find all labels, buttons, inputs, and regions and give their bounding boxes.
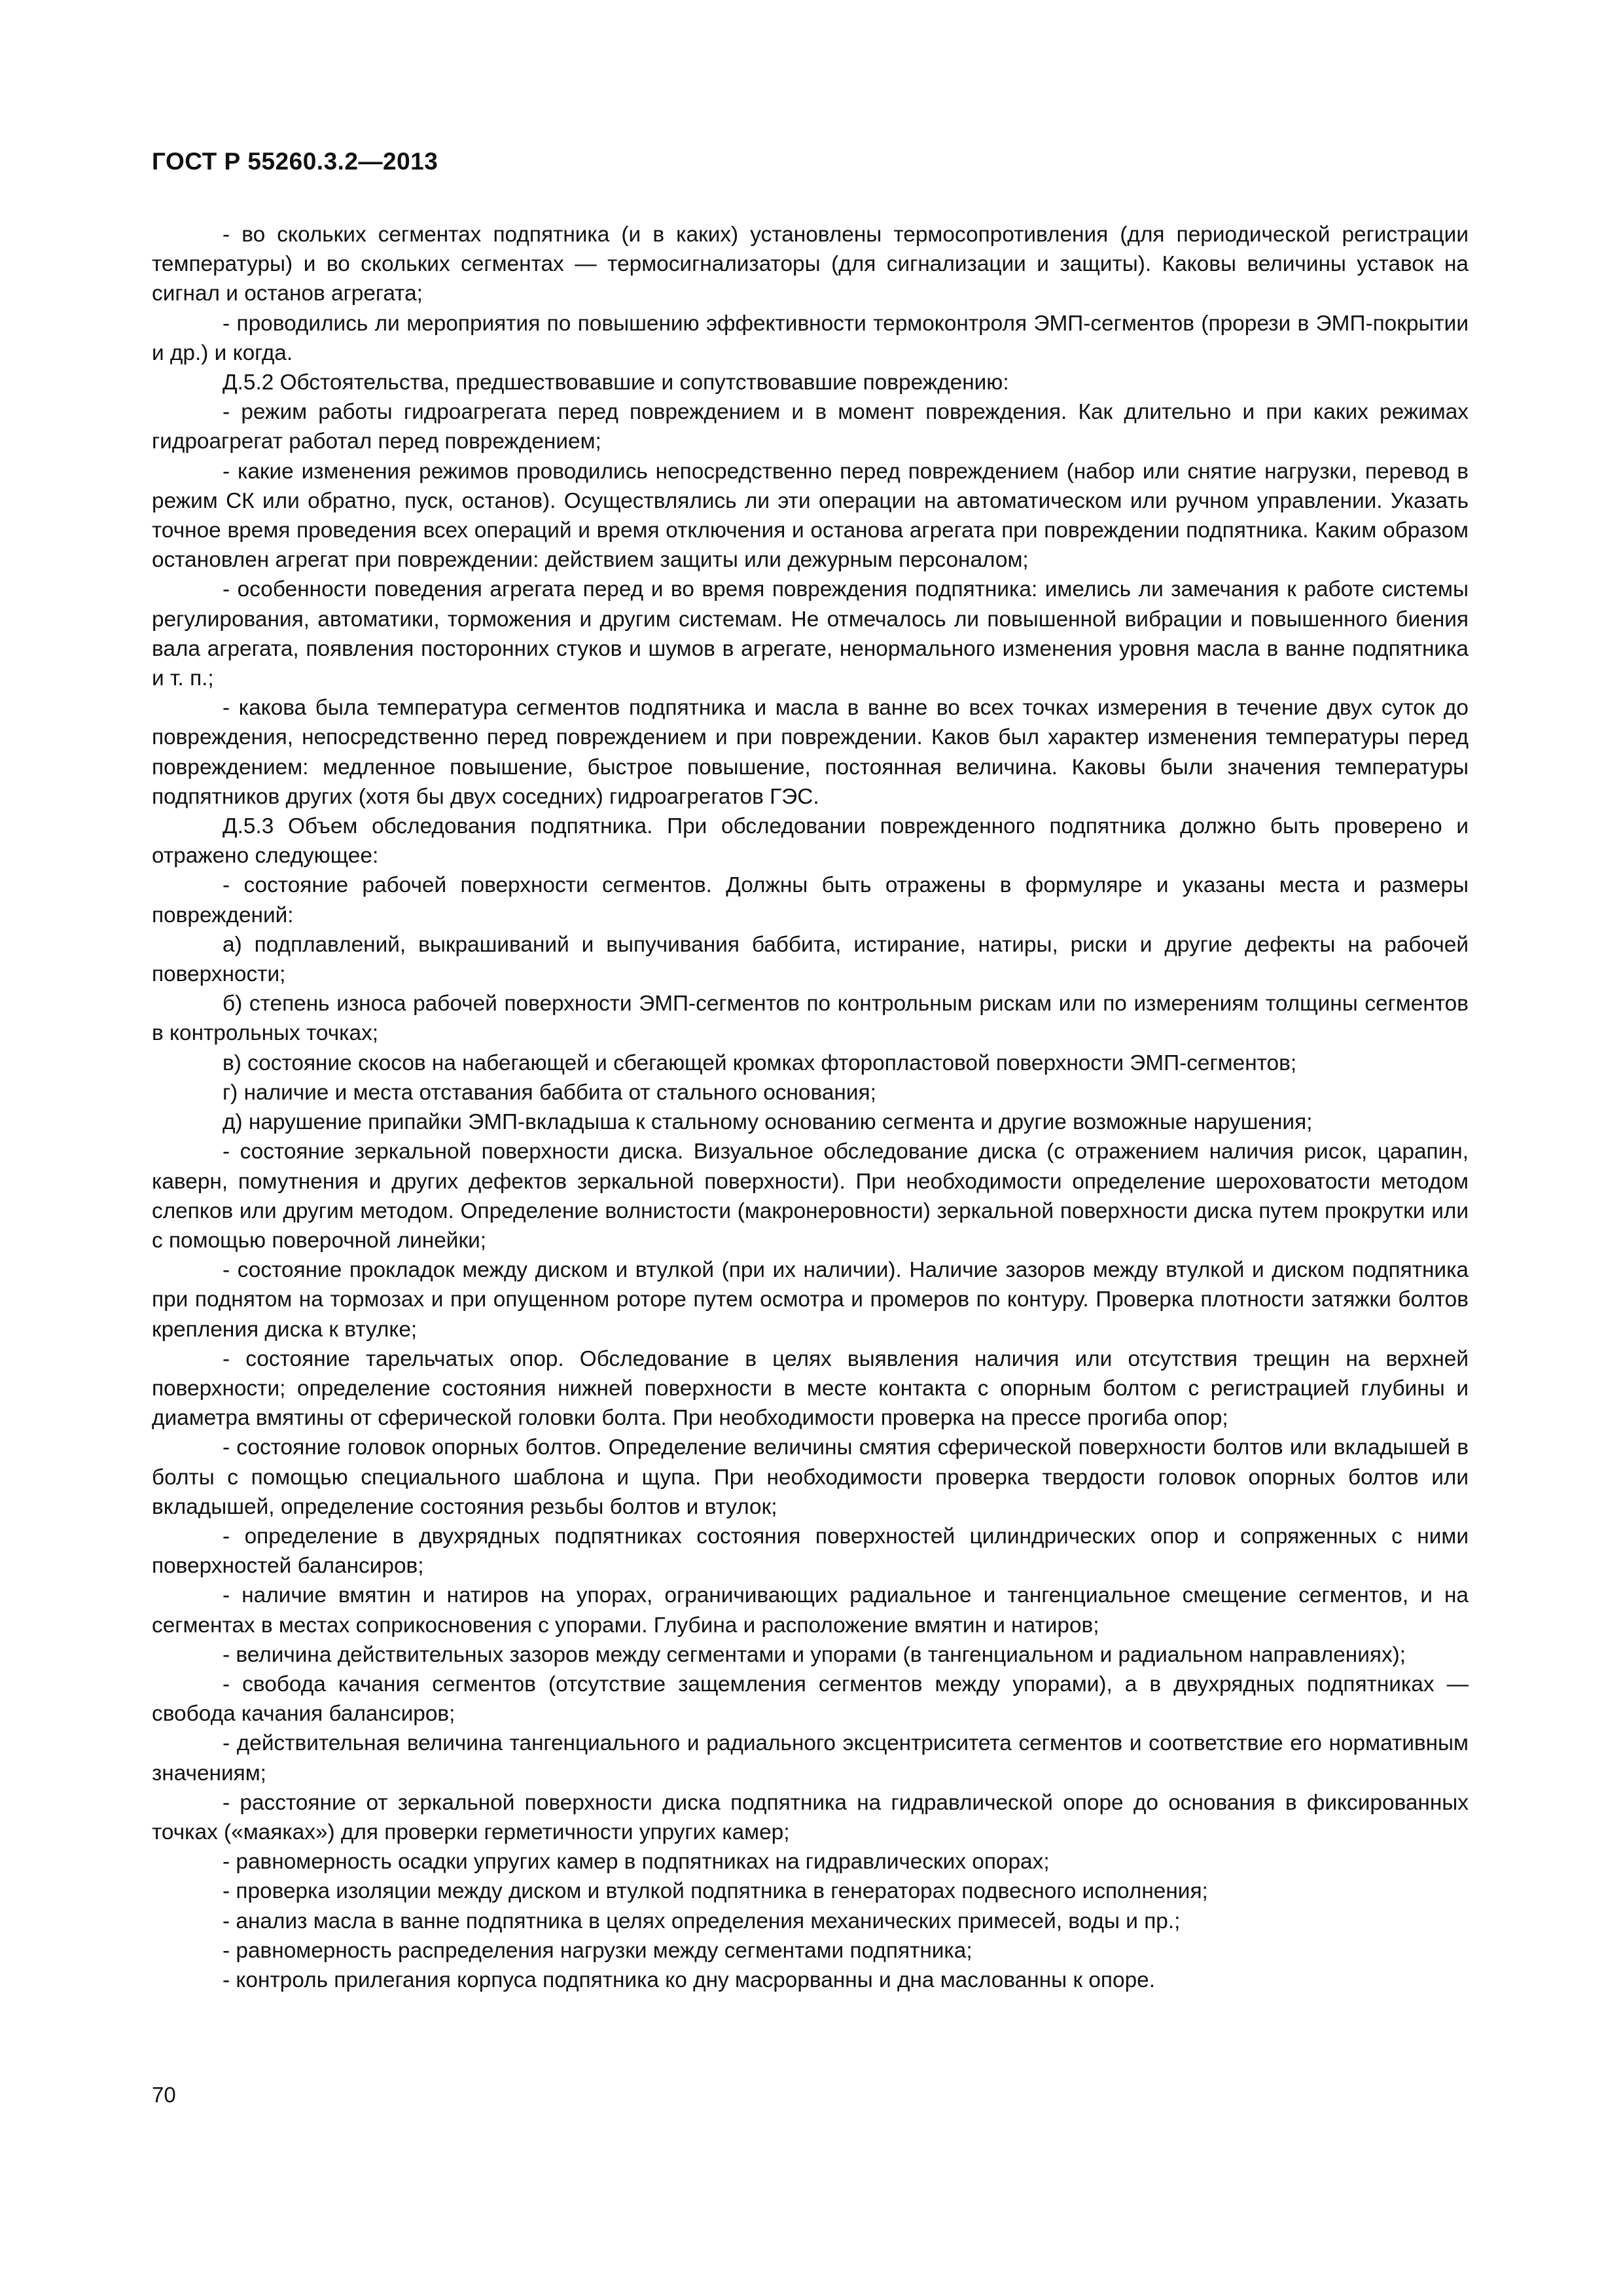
paragraph: - проверка изоляции между диском и втулкой подпятника в генераторах подвесного исполнения;	[223, 1879, 1208, 1904]
section-heading: Д.5.3 Объем обследования подпятника. При обследовании поврежденного подпятника должно быть проверено и отражено следующее:	[152, 814, 1469, 869]
paragraph: - состояние зеркальной поверхности диска. Визуальное обследование диска (с отражением наличия рисок, царапин, каверн, помутнения и других дефектов зеркальной поверхности). При необходимости определение шероховатости методом слепков или другим методом. Определение волнистости (макронеровности) зеркальной поверхности диска путем прокрутки или с помощью поверочной линейки;	[152, 1139, 1469, 1253]
list-item: в) состояние скосов на набегающей и сбегающей кромках фторопластовой поверхности ЭМП-сегментов;	[223, 1050, 1297, 1075]
paragraph: - особенности поведения агрегата перед и во время повреждения подпятника: имелись ли замечания к работе системы регулирования, автоматики, торможения и другим системам. Не отмечалось ли повышенной вибрации и повышенного биения вала агрегата, появления посторонних стуков и шумов в агрегате, ненормального изменения уровня масла в ванне подпятника и т. п.;	[152, 577, 1469, 691]
paragraph: - состояние прокладок между диском и втулкой (при их наличии). Наличие зазоров между втулкой и диском подпятника при поднятом на тормозах и при опущенном роторе путем осмотра и промеров по контуру. Проверка плотности затяжки болтов крепления диска к втулке;	[152, 1258, 1469, 1342]
paragraph: - определение в двухрядных подпятниках состояния поверхностей цилиндрических опор и сопряженных с ними поверхностей балансиров;	[152, 1524, 1469, 1579]
list-item: г) наличие и места отставания баббита от стального основания;	[223, 1080, 876, 1105]
paragraph: - проводились ли мероприятия по повышению эффективности термоконтроля ЭМП-сегментов (прорези в ЭМП-покрытии и др.) и когда.	[152, 311, 1469, 365]
section-heading: Д.5.2 Обстоятельства, предшествовавшие и сопутствовавшие повреждению:	[223, 370, 1009, 395]
paragraph: - величина действительных зазоров между сегментами и упорами (в тангенциальном и радиальном направлениях);	[223, 1642, 1406, 1667]
paragraph: - анализ масла в ванне подпятника в целях определения механических примесей, воды и пр.;	[223, 1909, 1181, 1933]
paragraph: - режим работы гидроагрегата перед повреждением и в момент повреждения. Как длительно и при каких режимах гидроагрегат работал перед повреждением;	[152, 400, 1469, 454]
list-item: а) подплавлений, выкрашиваний и выпучивания баббита, истирание, натиры, риски и другие дефекты на рабочей поверхности;	[152, 932, 1469, 987]
paragraph: - состояние тарельчатых опор. Обследование в целях выявления наличия или отсутствия трещин на верхней поверхности; определение состояния нижней поверхности в месте контакта с опорным болтом с регистрацией глубины и диаметра вмятины от сферической головки болта. При необходимости проверка на прессе прогиба опор;	[152, 1346, 1469, 1431]
list-item: б) степень износа рабочей поверхности ЭМП-сегментов по контрольным рискам или по измерениям толщины сегментов в контрольных точках;	[152, 992, 1469, 1046]
paragraph: - контроль прилегания корпуса подпятника ко дну масpopванны и дна маслованны к опоре.	[223, 1967, 1155, 1992]
paragraph: - состояние головок опорных болтов. Определение величины смятия сферической поверхности болтов или вкладышей в болты с помощью специального шаблона и щупа. При необходимости проверка твердости головок опорных болтов или вкладышей, определение состояния резьбы болтов и втулок;	[152, 1435, 1469, 1519]
paragraph: - какова была температура сегментов подпятника и масла в ванне во всех точках измерения в течение двух суток до повреждения, непосредственно перед повреждением и при повреждении. Каков был характер изменения температуры перед повреждением: медленное повышение, быстрое повышение, постоянная величина. Каковы были значения температуры подпятников других (хотя бы двух соседних) гидроагрегатов ГЭС.	[152, 696, 1469, 809]
paragraph: - состояние рабочей поверхности сегментов. Должны быть отражены в формуляре и указаны места и размеры повреждений:	[152, 873, 1469, 927]
paragraph: - свобода качания сегментов (отсутствие защемления сегментов между упорами), а в двухрядных подпятниках — свобода качания балансиров;	[152, 1672, 1469, 1727]
paragraph: - действительная величина тангенциального и радиального эксцентриситета сегментов и соответствие его нормативным значениям;	[152, 1731, 1469, 1785]
document-body	[152, 220, 1469, 1995]
paragraph: - равномерность распределения нагрузки между сегментами подпятника;	[223, 1938, 972, 1963]
paragraph: - расстояние от зеркальной поверхности диска подпятника на гидравлической опоре до основания в фиксированных точках («маяках») для проверки герметичности упругих камер;	[152, 1790, 1469, 1844]
paragraph: - во скольких сегментах подпятника (и в каких) установлены термосопротивления (для периодической регистрации температуры) и во скольких сегментах — термосигнализаторы (для сигнализации и защиты). Каковы величины уставок на сигнал и останов агрегата;	[152, 223, 1469, 306]
document-header: ГОСТ Р 55260.3.2—2013	[152, 148, 438, 175]
list-item: д) нарушение припайки ЭМП-вкладыша к стальному основанию сегмента и другие возможные нарушения;	[223, 1110, 1313, 1135]
page-number: 70	[152, 2083, 176, 2107]
paragraph: - какие изменения режимов проводились непосредственно перед повреждением (набор или снятие нагрузки, перевод в режим СК или обратно, пуск, останов). Осуществлялись ли эти операции на автоматическом или ручном управлении. Указать точное время проведения всех операций и время отключения и останова агрегата при повреждении подпятника. Каким образом остановлен агрегат при повреждении: действием защиты или дежурным персоналом;	[152, 459, 1469, 573]
paragraph: - наличие вмятин и натиров на упорах, ограничивающих радиальное и тангенциальное смещение сегментов, и на сегментах в местах соприкосновения с упорами. Глубина и расположение вмятин и натиров;	[152, 1583, 1469, 1638]
paragraph: - равномерность осадки упругих камер в подпятниках на гидравлических опорах;	[223, 1850, 1050, 1874]
